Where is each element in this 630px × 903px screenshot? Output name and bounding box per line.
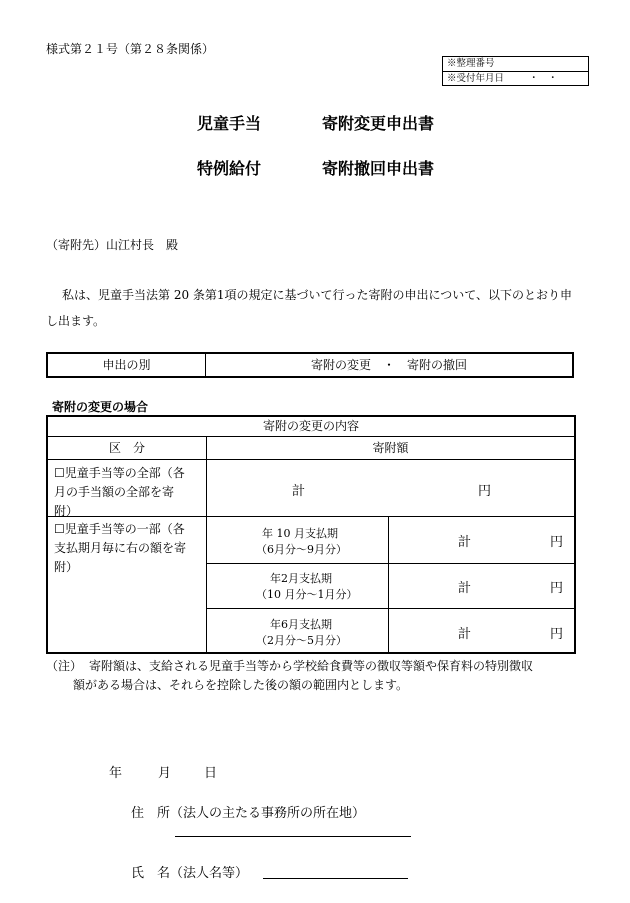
- section-label: 寄附の変更の場合: [52, 400, 149, 414]
- row-partial-label-line2: 支払期月毎に右の額を寄: [54, 541, 187, 555]
- row-full-label-line2: 月の手当額の全部を寄: [54, 485, 175, 499]
- period-feb-line2: （10 月分～1月分）: [256, 588, 358, 601]
- application-type-label: 申出の別: [48, 354, 206, 376]
- table-header: 寄附の変更の内容: [262, 419, 359, 433]
- period-jun-line2: （2月分～5月分）: [256, 634, 347, 647]
- name-label: 氏 名（法人名等）: [131, 866, 249, 881]
- column-header-amount: 寄附額: [372, 441, 409, 455]
- reference-number-label: ※整理番号: [447, 58, 495, 69]
- form-number: 様式第２１号（第２８条関係）: [46, 42, 215, 56]
- period-jun-total-label: 計: [458, 627, 472, 642]
- title-special-benefit: 特例給付: [197, 159, 262, 178]
- period-oct-line2: （6月分～9月分）: [256, 543, 347, 556]
- column-header-category: 区 分: [108, 441, 145, 455]
- row-full-category[interactable]: [54, 464, 204, 521]
- change-details-table: [46, 415, 576, 654]
- title-child-allowance: 児童手当: [197, 114, 262, 133]
- row-partial-label-line1: ☐児童手当等の一部（各: [54, 522, 185, 536]
- reference-number-box: [442, 56, 589, 86]
- reference-number-field[interactable]: [443, 57, 588, 71]
- title-change-request: 寄附変更申出書: [322, 114, 435, 133]
- addressee: （寄附先）山江村長 殿: [46, 238, 179, 252]
- period-feb-total-label: 計: [458, 581, 472, 596]
- period-oct-line1: 年 10 月支払期: [262, 527, 338, 540]
- row-full-total-label: 計: [292, 484, 306, 499]
- period-jun-line1: 年6月支払期: [270, 618, 332, 631]
- date-day-label: 日: [204, 766, 218, 781]
- row-partial-category[interactable]: [54, 520, 204, 577]
- date-year-label: 年: [109, 766, 123, 781]
- note-marker: （注）: [46, 659, 83, 673]
- period-jun-yen-label: 円: [550, 627, 564, 642]
- name-input-line[interactable]: [263, 878, 408, 879]
- row-full-label-line1: ☐児童手当等の全部（各: [54, 466, 185, 480]
- note-line2: 額がある場合は、それらを控除した後の額の範囲内とします。: [73, 678, 409, 692]
- receipt-date-label: ※受付年月日: [447, 73, 505, 84]
- title-withdrawal-request: 寄附撤回申出書: [322, 159, 435, 178]
- body-text-line1: 私は、児童手当法第 20 条第1項の規定に基づいて行った寄附の申出について、以下のとおり申: [62, 288, 573, 302]
- period-oct-yen-label: 円: [550, 535, 564, 550]
- period-feb-line1: 年2月支払期: [270, 572, 332, 585]
- row-partial-label-line3: 附）: [54, 560, 79, 574]
- period-oct-total-label: 計: [458, 535, 472, 550]
- receipt-date-field[interactable]: [443, 71, 588, 86]
- row-full-label-line3: 附）: [54, 504, 79, 518]
- receipt-date-dots: ・ ・: [529, 73, 558, 84]
- application-type-table: [46, 352, 574, 378]
- period-feb-yen-label: 円: [550, 581, 564, 596]
- application-type-options[interactable]: 寄附の変更 ・ 寄附の撤回: [310, 358, 467, 372]
- note-line1: 寄附額は、支給される児童手当等から学校給食費等の徴収等額や保育料の特別徴収: [89, 659, 534, 673]
- address-input-line[interactable]: [175, 836, 411, 837]
- row-full-yen-label: 円: [478, 484, 492, 499]
- address-label: 住 所（法人の主たる事務所の所在地）: [131, 806, 366, 821]
- date-month-label: 月: [158, 766, 172, 781]
- body-text-line2: し出ます。: [46, 314, 106, 328]
